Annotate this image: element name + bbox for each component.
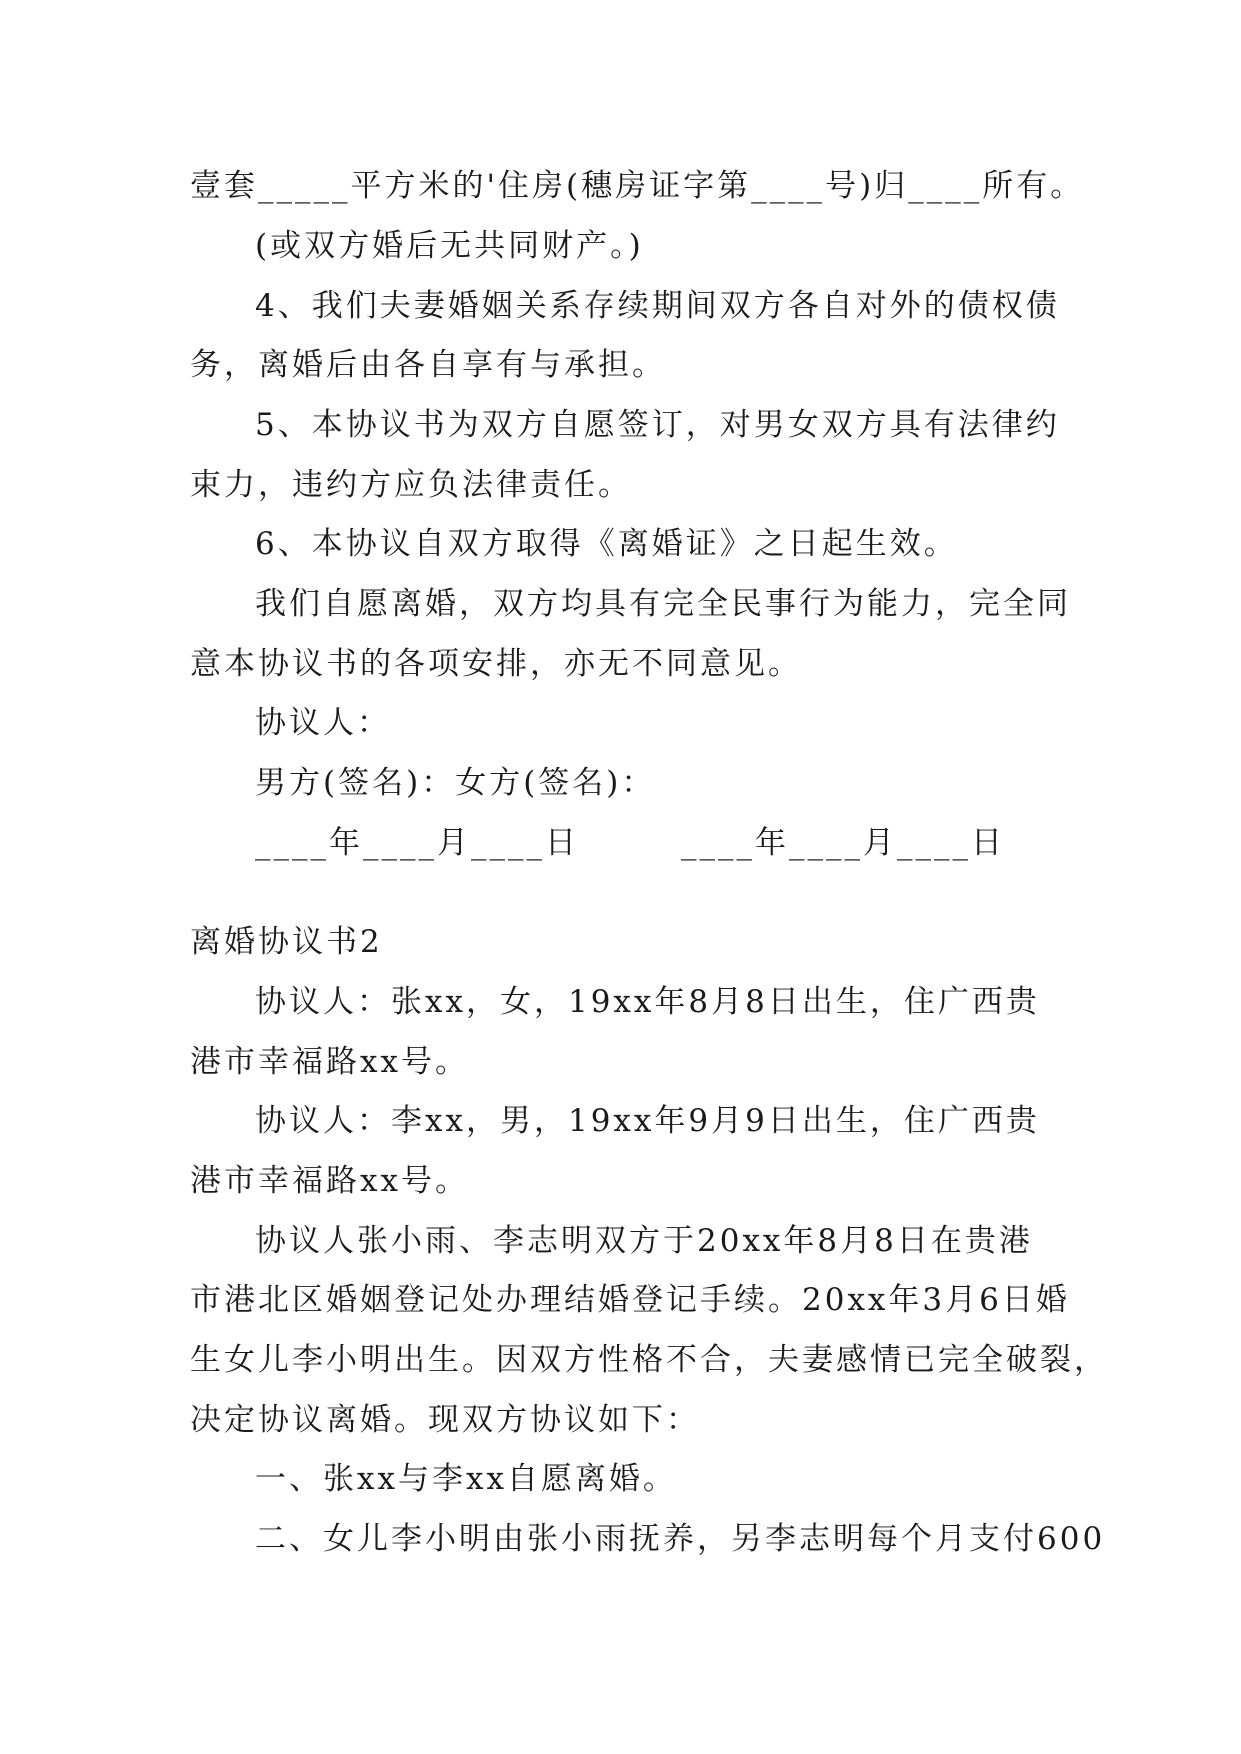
text-line-clause-6: 6、本协议自双方取得《离婚证》之日起生效。 bbox=[255, 526, 958, 562]
text-line-clause-5: 5、本协议书为双方自愿签订，对男女双方具有法律约 bbox=[255, 407, 1060, 443]
text-line-voluntary-cont: 意本协议书的各项安排，亦无不同意见。 bbox=[190, 646, 802, 682]
text-line-parties-label: 协议人： bbox=[255, 705, 391, 741]
text-line-property: 壹套_____平方米的'住房(穗房证字第____号)归____所有。 bbox=[190, 168, 1085, 204]
text-line-party-li-cont: 港市幸福路xx号。 bbox=[190, 1163, 469, 1199]
text-line-dates: ____年____月____日 ____年____月____日 bbox=[255, 825, 1005, 861]
text-line-no-property: (或双方婚后无共同财产。) bbox=[255, 228, 644, 264]
text-line-clause-4-cont: 务，离婚后由各自享有与承担。 bbox=[190, 347, 666, 383]
text-line-voluntary: 我们自愿离婚，双方均具有完全民事行为能力，完全同 bbox=[255, 586, 1071, 622]
text-line-party-zhang: 协议人：张xx，女，19xx年8月8日出生，住广西贵 bbox=[255, 984, 1040, 1020]
text-line-marriage-cont-2: 生女儿李小明出生。因双方性格不合，夫妻感情已完全破裂， bbox=[190, 1342, 1108, 1378]
text-line-signatures: 男方(签名)：女方(签名)： bbox=[255, 765, 656, 801]
text-line-party-zhang-cont: 港市幸福路xx号。 bbox=[190, 1044, 469, 1080]
section-title: 离婚协议书2 bbox=[190, 924, 383, 960]
text-line-clause-5-cont: 束力，违约方应负法律责任。 bbox=[190, 467, 632, 503]
text-line-marriage-cont-1: 市港北区婚姻登记处办理结婚登记手续。20xx年3月6日婚 bbox=[190, 1282, 1070, 1318]
text-line-item-1: 一、张xx与李xx自愿离婚。 bbox=[255, 1461, 677, 1497]
text-line-marriage: 协议人张小雨、李志明双方于20xx年8月8日在贵港 bbox=[255, 1223, 1033, 1259]
text-line-party-li: 协议人：李xx，男，19xx年9月9日出生，住广西贵 bbox=[255, 1103, 1040, 1139]
text-line-clause-4: 4、我们夫妻婚姻关系存续期间双方各自对外的债权债 bbox=[255, 288, 1060, 324]
text-line-marriage-cont-3: 决定协议离婚。现双方协议如下： bbox=[190, 1402, 700, 1438]
text-line-item-2: 二、女儿李小明由张小雨抚养，另李志明每个月支付600 bbox=[255, 1521, 1106, 1557]
